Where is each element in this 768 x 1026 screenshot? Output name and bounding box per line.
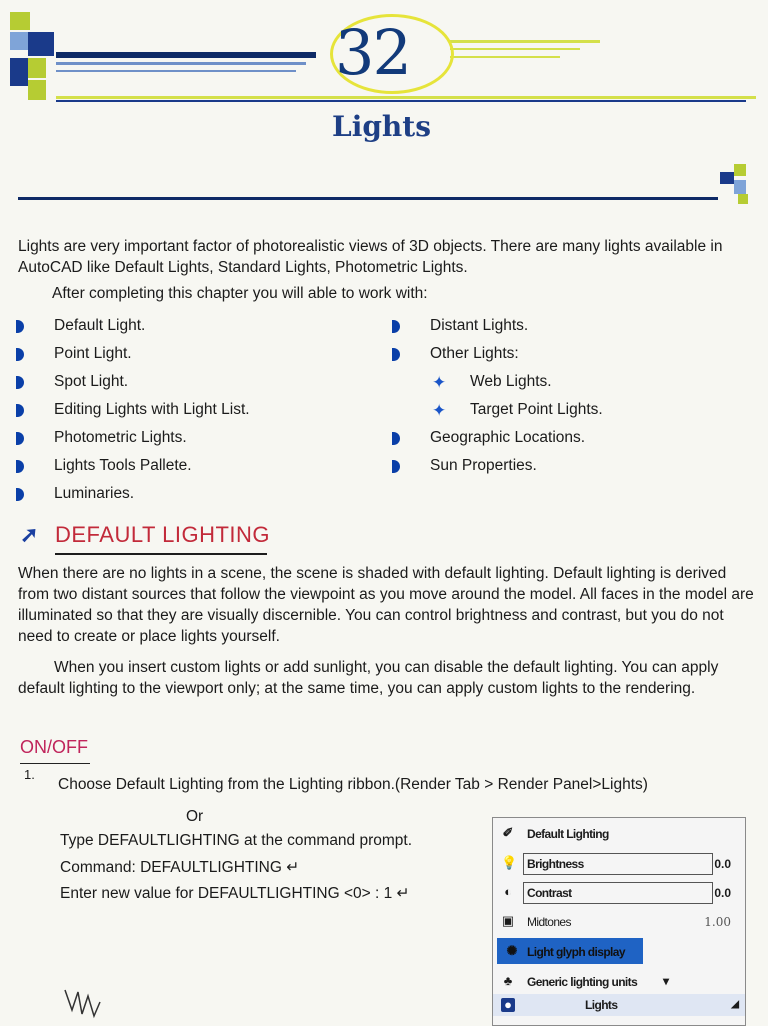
command-line-2: Command: DEFAULTLIGHTING ↵: [60, 859, 300, 876]
bullet-icon: [392, 348, 400, 361]
chapter-title: Lights: [332, 110, 431, 143]
chevron-down-icon: ▾: [663, 974, 670, 988]
list-item: Geographic Locations.: [392, 426, 732, 454]
bullet-icon: [16, 320, 24, 333]
bullet-icon: [16, 460, 24, 473]
command-line-1: Type DEFAULTLIGHTING at the command prompt.: [60, 832, 413, 849]
intro-lead: After completing this chapter you will able to work with:: [52, 285, 428, 302]
bullet-icon: [392, 320, 400, 333]
onoff-heading: ON/OFF: [20, 737, 88, 757]
lights-ribbon-panel: [492, 817, 746, 1026]
light-glyph-display-button[interactable]: ✺ Light glyph display: [497, 938, 643, 964]
lights-panel-icon: ●: [501, 998, 515, 1012]
list-item: Luminaries.: [16, 482, 356, 510]
topics-left-list: [16, 314, 356, 510]
signature-mark: [60, 980, 110, 1020]
bullet-icon: [16, 432, 24, 445]
bullet-icon: [16, 376, 24, 389]
bullet-icon: [16, 348, 24, 361]
step-text: Choose Default Lighting from the Lighting ribbon.(Render Tab > Render Panel>Lights): [58, 776, 648, 793]
brightness-row[interactable]: 💡 Brightness 0.0: [493, 850, 745, 878]
list-item: ✦ Web Lights.: [392, 370, 732, 398]
list-item: Default Light.: [16, 314, 356, 342]
panel-title-bar[interactable]: ● Lights ◢: [493, 994, 745, 1016]
onoff-underline: [20, 763, 90, 764]
list-item: Sun Properties.: [392, 454, 732, 482]
list-item: Distant Lights.: [392, 314, 732, 342]
contrast-icon: ◐: [504, 884, 512, 899]
section-heading: [20, 522, 271, 548]
lightbulb-pen-icon: ✐: [502, 825, 514, 840]
bullet-icon: [16, 404, 24, 417]
list-item: Editing Lights with Light List.: [16, 398, 356, 426]
bullet-icon: [392, 460, 400, 473]
step-number: 1.: [24, 767, 35, 782]
default-lighting-button[interactable]: ✐ Default Lighting: [502, 825, 609, 841]
intro-paragraph: Lights are very important factor of photorealistic views of 3D objects. There are many lights available in AutoCAD like Default Lights, Standard Lights, Photometric Lights.: [18, 238, 723, 276]
generic-lighting-units-dropdown[interactable]: ♣ Generic lighting units ▾: [493, 968, 745, 996]
list-item: Photometric Lights.: [16, 426, 356, 454]
star-bullet-icon: ✦: [432, 401, 447, 420]
units-icon: ♣: [503, 973, 513, 988]
arrow-icon: ➚: [20, 522, 39, 547]
midtones-row[interactable]: ▣ Midtones 1.00: [501, 913, 731, 929]
chapter-number: 32: [335, 16, 410, 89]
glyph-icon: ✺: [506, 943, 518, 958]
expand-arrow-icon[interactable]: ◢: [731, 999, 739, 1010]
list-item: Lights Tools Pallete.: [16, 454, 356, 482]
section-paragraph-2: When you insert custom lights or add sunlight, you can disable the default lighting. You can apply default lighting to the viewport only; at the same time, you can apply custom lights to the rendering.: [18, 659, 719, 697]
section-paragraph-1: When there are no lights in a scene, the scene is shaded with default lighting. Default lighting is derived from two distant sources that follow the viewpoint as you move around the model. All faces in the model are illuminated so that they are visually discernible. You can control brightness and contrast, but you do not need to create or place lights yourself.: [18, 565, 754, 645]
list-item: Point Light.: [16, 342, 356, 370]
contrast-row[interactable]: ◐ Contrast 0.0: [493, 879, 745, 907]
list-item: Spot Light.: [16, 370, 356, 398]
section-title: DEFAULT LIGHTING: [55, 522, 271, 547]
midtones-icon: ▣: [501, 913, 515, 928]
star-bullet-icon: ✦: [432, 373, 447, 392]
bulb-icon: 💡: [501, 855, 518, 870]
or-label: Or: [186, 808, 204, 825]
topics-right-list: [392, 314, 732, 482]
list-item: ✦ Target Point Lights.: [392, 398, 732, 426]
section-underline: [55, 553, 267, 555]
bullet-icon: [16, 488, 24, 501]
command-line-3: Enter new value for DEFAULTLIGHTING <0> : 1 ↵: [60, 885, 410, 902]
list-item: Other Lights:: [392, 342, 732, 370]
bullet-icon: [392, 432, 400, 445]
